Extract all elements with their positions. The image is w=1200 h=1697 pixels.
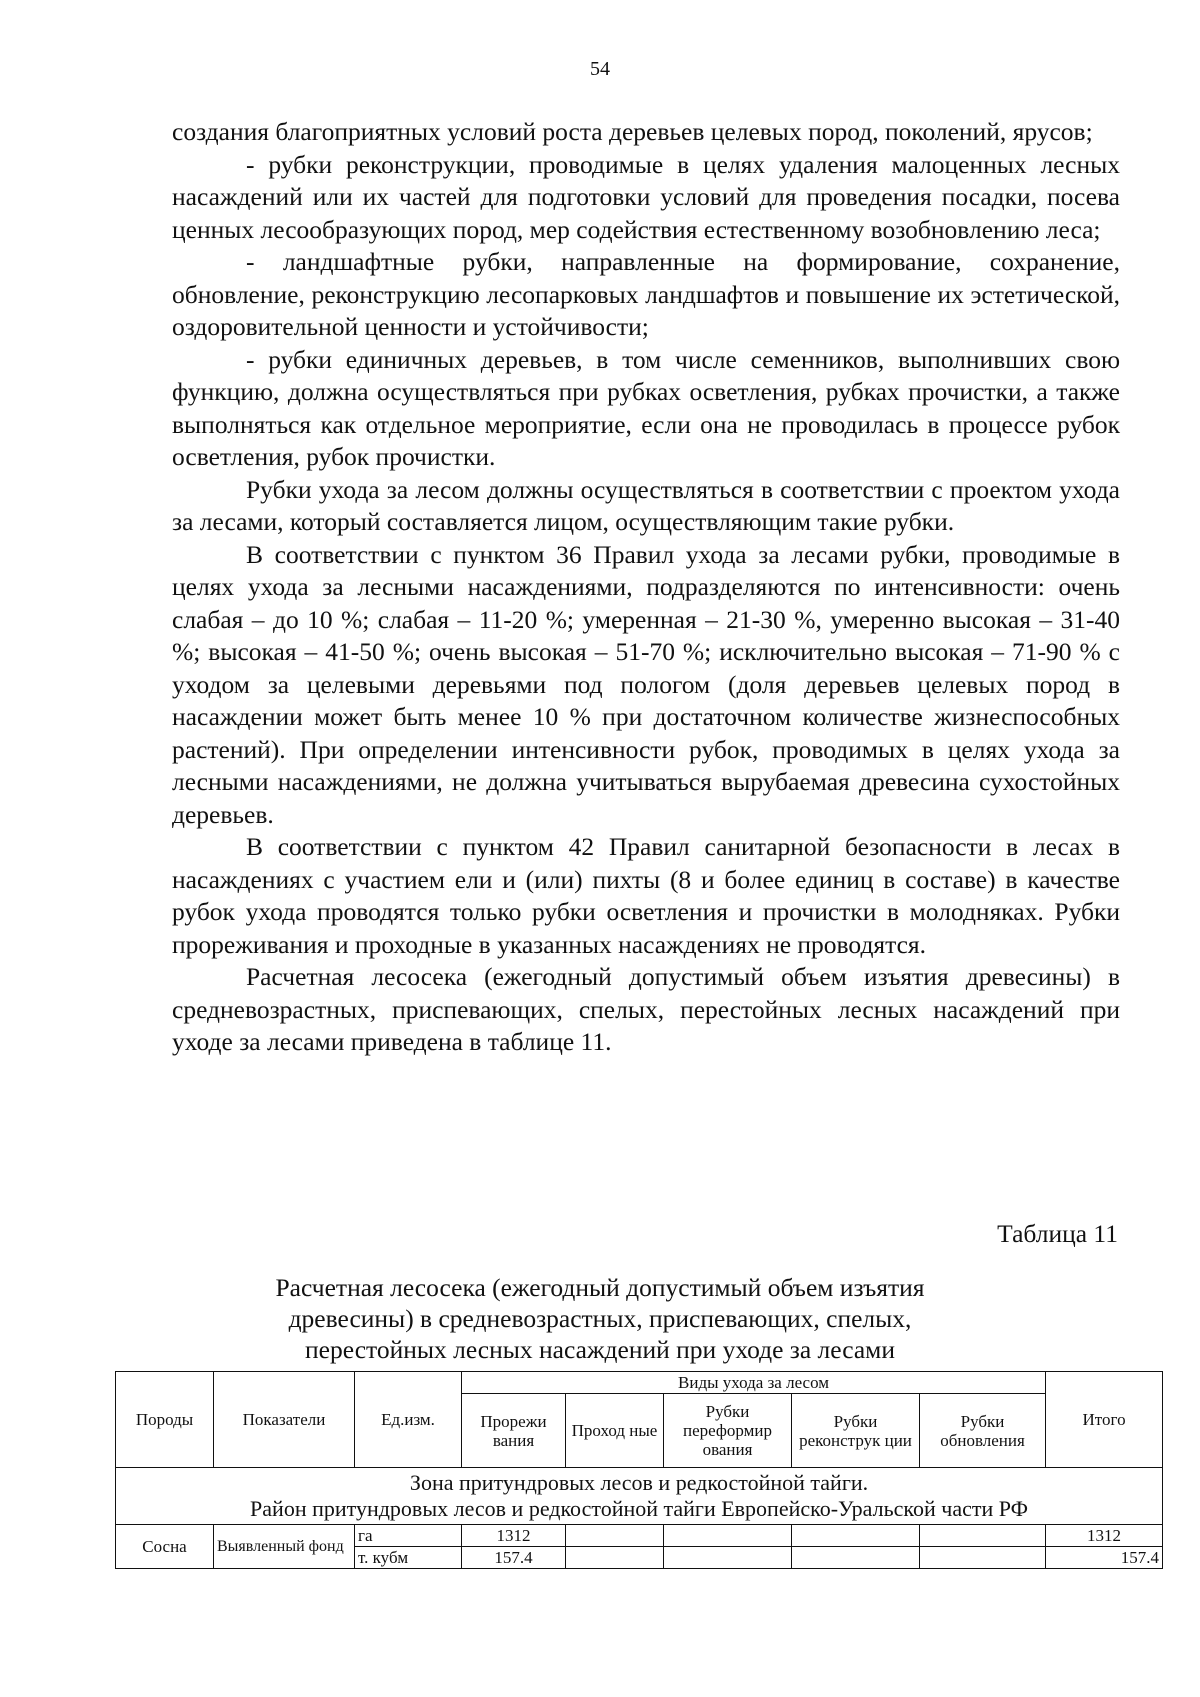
paragraph: Расчетная лесосека (ежегодный допустимый объем изъятия древесины) в средневозрастных, приспевающих, спелых, перестойных лесных насаждений при уходе за лесами приведена в таблице 11. xyxy=(172,962,1120,1056)
paragraph: создания благоприятных условий роста деревьев целевых пород, поколений, ярусов; xyxy=(172,117,1093,146)
cell-renewal xyxy=(920,1525,1046,1547)
cell-reconstruction xyxy=(792,1547,920,1569)
cell-unit: т. кубм xyxy=(355,1547,462,1569)
cell-total: 157.4 xyxy=(1046,1547,1163,1569)
header-care-types: Виды ухода за лесом xyxy=(462,1372,1046,1394)
header-thinning: Прорежи вания xyxy=(462,1394,566,1468)
cell-reform xyxy=(664,1525,792,1547)
page-number: 54 xyxy=(590,58,610,80)
cell-unit: га xyxy=(355,1525,462,1547)
region-title: Район притундровых лесов и редкостойной тайги Европейско-Уральской части РФ xyxy=(250,1496,1028,1521)
cell-total: 1312 xyxy=(1046,1525,1163,1547)
header-reform: Рубки переформир ования xyxy=(664,1394,792,1468)
cell-thinning: 157.4 xyxy=(462,1547,566,1569)
header-species: Породы xyxy=(116,1372,214,1468)
table-title: Расчетная лесосека (ежегодный допустимый объем изъятия древесины) в средневозрастных, приспевающих, спелых, перестойных лесных насаждений при уходе за лесами xyxy=(275,1273,925,1364)
body-text xyxy=(172,116,1120,1059)
table-header-row xyxy=(116,1372,1163,1394)
paragraph: - рубки реконструкции, проводимые в целях удаления малоценных лесных насаждений или их частей для подготовки условий для проведения посадки, посева ценных лесообразующих пород, мер содействия естественному возобновлению леса; xyxy=(172,149,1120,244)
paragraph: - ландшафтные рубки, направленные на формирование, сохранение, обновление, реконструкцию лесопарковых ландшафтов и повышение их эстетической, оздоровительной ценности и устойчивости; xyxy=(172,247,1120,341)
table-row xyxy=(116,1525,1163,1547)
header-renewal: Рубки обновления xyxy=(920,1394,1046,1468)
header-reconstruction: Рубки реконструк ции xyxy=(792,1394,920,1468)
allowable-cut-table xyxy=(115,1371,1163,1569)
cell-reconstruction xyxy=(792,1525,920,1547)
paragraph: Рубки ухода за лесом должны осуществляться в соответствии с проектом ухода за лесами, который составляется лицом, осуществляющим такие рубки. xyxy=(172,474,1120,536)
cell-species: Сосна xyxy=(116,1525,214,1569)
header-unit: Ед.изм. xyxy=(355,1372,462,1468)
zone-title: Зона притундровых лесов и редкостойной тайги. xyxy=(409,1470,869,1495)
table-caption: Таблица 11 xyxy=(997,1219,1118,1248)
cell-passage xyxy=(566,1547,664,1569)
cell-indicator: Выявленный фонд xyxy=(214,1525,355,1569)
header-passage: Проход ные xyxy=(566,1394,664,1468)
cell-reform xyxy=(664,1547,792,1569)
cell-thinning: 1312 xyxy=(462,1525,566,1547)
cell-renewal xyxy=(920,1547,1046,1569)
paragraph: - рубки единичных деревьев, в том числе семенников, выполнивших свою функцию, должна осуществляться при рубках осветления, рубках прочистки, а также выполняться как отдельное мероприятие, если она не проводилась в процессе рубок осветления, рубок прочистки. xyxy=(172,344,1120,471)
paragraph: В соответствии с пунктом 42 Правил санитарной безопасности в лесах в насаждениях с участием ели и (или) пихты (8 и более единиц в составе) в качестве рубок ухода проводятся только рубки осветления и прочистки в молодняках. Рубки прореживания и проходные в указанных насаждениях не проводятся. xyxy=(172,832,1120,959)
paragraph: В соответствии с пунктом 36 Правил ухода за лесами рубки, проводимые в целях ухода за лесными насаждениями, подразделяются по интенсивности: очень слабая – до 10 %; слабая – 11-20 %; умеренная – 21-30 %, умеренно высокая – 31-40 %; высокая – 41-50 %; очень высокая – 51-70 %; исключительно высокая – 71-90 % с уходом за целевыми деревьями под пологом (доля деревьев целевых пород в насаждении может быть менее 10 % при достаточном количестве жизнеспособных растений). При определении интенсивности рубок, проводимых в целях ухода за лесными насаждениями, не должна учитываться вырубаемая древесина сухостойных деревьев. xyxy=(172,539,1120,829)
header-total: Итого xyxy=(1046,1372,1163,1468)
cell-passage xyxy=(566,1525,664,1547)
header-indicators: Показатели xyxy=(214,1372,355,1468)
zone-row xyxy=(116,1468,1163,1525)
